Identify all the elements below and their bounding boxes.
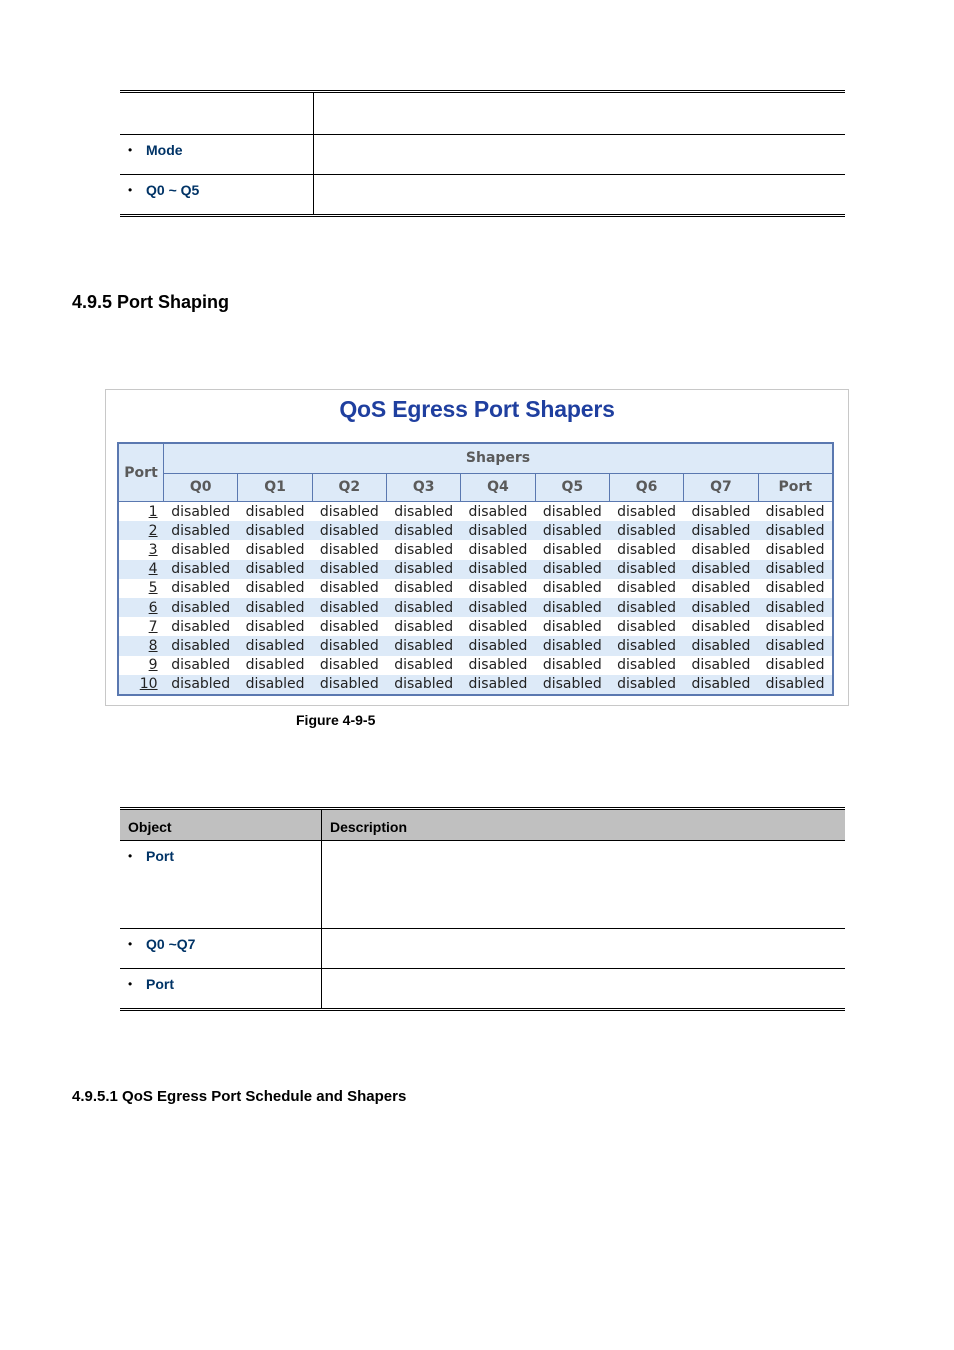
shaper-value-cell: disabled bbox=[387, 521, 461, 540]
shaper-value-cell: disabled bbox=[387, 675, 461, 695]
port-cell bbox=[118, 502, 164, 522]
shaper-value-cell: disabled bbox=[758, 617, 833, 636]
shaper-value-cell: disabled bbox=[609, 598, 683, 617]
object-cell bbox=[120, 969, 322, 1010]
shaper-value-cell: disabled bbox=[535, 598, 609, 617]
shaper-value-cell: disabled bbox=[312, 540, 386, 559]
shaper-value-cell: disabled bbox=[238, 579, 312, 598]
section-heading: 4.9.5 Port Shaping bbox=[72, 292, 230, 312]
queue-column-header: Q7 bbox=[684, 473, 758, 502]
object-label-port: Port bbox=[146, 848, 174, 864]
bullet-icon: • bbox=[128, 849, 133, 863]
shapers-group-header: Shapers bbox=[164, 443, 833, 473]
shaper-value-cell: disabled bbox=[684, 502, 758, 522]
top-table-object-cell bbox=[120, 175, 314, 216]
top-table-description-cell bbox=[314, 175, 846, 216]
shaper-value-cell: disabled bbox=[684, 636, 758, 655]
port-cell bbox=[118, 540, 164, 559]
port-link[interactable]: 6 bbox=[148, 599, 158, 616]
shaper-value-cell: disabled bbox=[461, 656, 535, 675]
shaper-value-cell: disabled bbox=[535, 579, 609, 598]
shaper-value-cell: disabled bbox=[312, 636, 386, 655]
table-row bbox=[118, 560, 833, 579]
table-row bbox=[118, 675, 833, 695]
shapers-table bbox=[117, 442, 834, 696]
shaper-value-cell: disabled bbox=[684, 598, 758, 617]
shaper-value-cell: disabled bbox=[461, 502, 535, 522]
shaper-value-cell: disabled bbox=[238, 598, 312, 617]
top-object-table bbox=[120, 90, 845, 217]
shaper-value-cell: disabled bbox=[164, 540, 238, 559]
shaper-value-cell: disabled bbox=[684, 560, 758, 579]
bullet-icon: • bbox=[128, 143, 133, 157]
shaper-value-cell: disabled bbox=[758, 560, 833, 579]
shaper-value-cell: disabled bbox=[461, 579, 535, 598]
port-link[interactable]: 5 bbox=[148, 580, 158, 597]
shaper-value-cell: disabled bbox=[164, 579, 238, 598]
description-cell bbox=[322, 929, 846, 969]
table-row bbox=[118, 540, 833, 559]
bullet-icon: • bbox=[128, 937, 133, 951]
shaper-value-cell: disabled bbox=[609, 636, 683, 655]
object-label-port-shaper: Port bbox=[146, 976, 174, 992]
shaper-value-cell: disabled bbox=[312, 598, 386, 617]
shaper-value-cell: disabled bbox=[609, 502, 683, 522]
shaper-value-cell: disabled bbox=[758, 598, 833, 617]
shaper-value-cell: disabled bbox=[535, 636, 609, 655]
port-cell bbox=[118, 636, 164, 655]
table-row bbox=[118, 656, 833, 675]
shaper-value-cell: disabled bbox=[684, 617, 758, 636]
figure-caption: Figure 4-9-5 bbox=[296, 712, 376, 728]
queue-column-header: Q2 bbox=[312, 473, 386, 502]
shaper-value-cell: disabled bbox=[758, 636, 833, 655]
shaper-value-cell: disabled bbox=[461, 540, 535, 559]
shaper-value-cell: disabled bbox=[535, 540, 609, 559]
shaper-value-cell: disabled bbox=[164, 502, 238, 522]
table-row bbox=[118, 502, 833, 522]
shaper-value-cell: disabled bbox=[535, 502, 609, 522]
shaper-value-cell: disabled bbox=[758, 579, 833, 598]
shaper-value-cell: disabled bbox=[387, 560, 461, 579]
table-row bbox=[118, 598, 833, 617]
shaper-value-cell: disabled bbox=[461, 675, 535, 695]
shaper-value-cell: disabled bbox=[684, 540, 758, 559]
shaper-value-cell: disabled bbox=[758, 656, 833, 675]
shaper-value-cell: disabled bbox=[609, 540, 683, 559]
port-link[interactable]: 2 bbox=[148, 522, 158, 539]
port-cell bbox=[118, 579, 164, 598]
port-cell bbox=[118, 617, 164, 636]
shaper-value-cell: disabled bbox=[684, 675, 758, 695]
table-row bbox=[118, 636, 833, 655]
queue-column-header: Q0 bbox=[164, 473, 238, 502]
shaper-value-cell: disabled bbox=[609, 675, 683, 695]
shaper-value-cell: disabled bbox=[684, 521, 758, 540]
shaper-value-cell: disabled bbox=[461, 521, 535, 540]
port-column-header: Port bbox=[118, 443, 164, 502]
shaper-value-cell: disabled bbox=[387, 656, 461, 675]
shaper-value-cell: disabled bbox=[312, 579, 386, 598]
shaper-value-cell: disabled bbox=[609, 521, 683, 540]
shaper-value-cell: disabled bbox=[312, 502, 386, 522]
description-cell bbox=[322, 969, 846, 1010]
queue-column-header: Q3 bbox=[387, 473, 461, 502]
object-description-table bbox=[120, 807, 845, 1011]
port-link[interactable]: 8 bbox=[148, 637, 158, 654]
table-row bbox=[118, 579, 833, 598]
shaper-value-cell: disabled bbox=[164, 617, 238, 636]
shaper-value-cell: disabled bbox=[312, 656, 386, 675]
shaper-value-cell: disabled bbox=[164, 598, 238, 617]
shaper-value-cell: disabled bbox=[164, 675, 238, 695]
port-link[interactable]: 7 bbox=[148, 618, 158, 635]
port-link[interactable]: 1 bbox=[148, 503, 158, 520]
object-cell bbox=[120, 929, 322, 969]
shaper-value-cell: disabled bbox=[387, 502, 461, 522]
port-cell bbox=[118, 656, 164, 675]
top-table-header-description bbox=[314, 92, 846, 135]
shaper-value-cell: disabled bbox=[535, 675, 609, 695]
queue-column-header: Q6 bbox=[609, 473, 683, 502]
port-link[interactable]: 9 bbox=[148, 657, 158, 674]
header-object: Object bbox=[120, 809, 322, 841]
shaper-value-cell: disabled bbox=[387, 636, 461, 655]
shaper-value-cell: disabled bbox=[238, 617, 312, 636]
shaper-value-cell: disabled bbox=[238, 636, 312, 655]
shaper-value-cell: disabled bbox=[312, 675, 386, 695]
shaper-value-cell: disabled bbox=[387, 579, 461, 598]
shaper-value-cell: disabled bbox=[684, 579, 758, 598]
top-table-object-cell bbox=[120, 135, 314, 175]
subsection-heading: 4.9.5.1 QoS Egress Port Schedule and Shapers bbox=[72, 1088, 407, 1105]
shaper-value-cell: disabled bbox=[535, 617, 609, 636]
object-cell bbox=[120, 841, 322, 929]
shaper-value-cell: disabled bbox=[238, 675, 312, 695]
top-table-header-object bbox=[120, 92, 314, 135]
shaper-value-cell: disabled bbox=[164, 656, 238, 675]
shaper-value-cell: disabled bbox=[461, 617, 535, 636]
shaper-value-cell: disabled bbox=[387, 617, 461, 636]
shaper-value-cell: disabled bbox=[609, 560, 683, 579]
shaper-value-cell: disabled bbox=[535, 560, 609, 579]
shaper-value-cell: disabled bbox=[535, 656, 609, 675]
shaper-value-cell: disabled bbox=[684, 656, 758, 675]
shaper-value-cell: disabled bbox=[312, 521, 386, 540]
bullet-icon: • bbox=[128, 183, 133, 197]
queue-column-header: Port bbox=[758, 473, 833, 502]
shaper-value-cell: disabled bbox=[535, 521, 609, 540]
shaper-value-cell: disabled bbox=[758, 521, 833, 540]
header-description: Description bbox=[322, 809, 846, 841]
shaper-value-cell: disabled bbox=[238, 502, 312, 522]
shaper-value-cell: disabled bbox=[238, 656, 312, 675]
panel-title: QoS Egress Port Shapers bbox=[339, 396, 615, 422]
description-cell bbox=[322, 841, 846, 929]
port-cell bbox=[118, 675, 164, 695]
table-row bbox=[118, 521, 833, 540]
shaper-value-cell: disabled bbox=[758, 540, 833, 559]
shaper-value-cell: disabled bbox=[461, 598, 535, 617]
queue-column-header: Q4 bbox=[461, 473, 535, 502]
shaper-value-cell: disabled bbox=[609, 656, 683, 675]
table-row bbox=[118, 617, 833, 636]
bullet-icon: • bbox=[128, 977, 133, 991]
object-label-mode: Mode bbox=[146, 142, 183, 158]
shaper-value-cell: disabled bbox=[312, 560, 386, 579]
shaper-value-cell: disabled bbox=[312, 617, 386, 636]
object-label-q0-q5: Q0 ~ Q5 bbox=[146, 182, 200, 198]
shaper-value-cell: disabled bbox=[609, 579, 683, 598]
port-link[interactable]: 3 bbox=[148, 541, 158, 558]
port-cell bbox=[118, 598, 164, 617]
shaper-value-cell: disabled bbox=[238, 521, 312, 540]
shaper-value-cell: disabled bbox=[164, 636, 238, 655]
object-label-q0-q7: Q0 ~Q7 bbox=[146, 936, 196, 952]
queue-column-header: Q1 bbox=[238, 473, 312, 502]
queue-column-header: Q5 bbox=[535, 473, 609, 502]
qos-egress-port-shapers-panel bbox=[105, 389, 849, 706]
shaper-value-cell: disabled bbox=[238, 540, 312, 559]
shaper-value-cell: disabled bbox=[758, 675, 833, 695]
shaper-value-cell: disabled bbox=[164, 560, 238, 579]
shaper-value-cell: disabled bbox=[609, 617, 683, 636]
shaper-value-cell: disabled bbox=[238, 560, 312, 579]
port-cell bbox=[118, 521, 164, 540]
port-link[interactable]: 4 bbox=[148, 561, 158, 578]
top-table-description-cell bbox=[314, 135, 846, 175]
shaper-value-cell: disabled bbox=[164, 521, 238, 540]
port-cell bbox=[118, 560, 164, 579]
shaper-value-cell: disabled bbox=[387, 540, 461, 559]
port-link[interactable]: 10 bbox=[139, 676, 158, 693]
shaper-value-cell: disabled bbox=[461, 560, 535, 579]
shaper-value-cell: disabled bbox=[461, 636, 535, 655]
shaper-value-cell: disabled bbox=[387, 598, 461, 617]
shaper-value-cell: disabled bbox=[758, 502, 833, 522]
